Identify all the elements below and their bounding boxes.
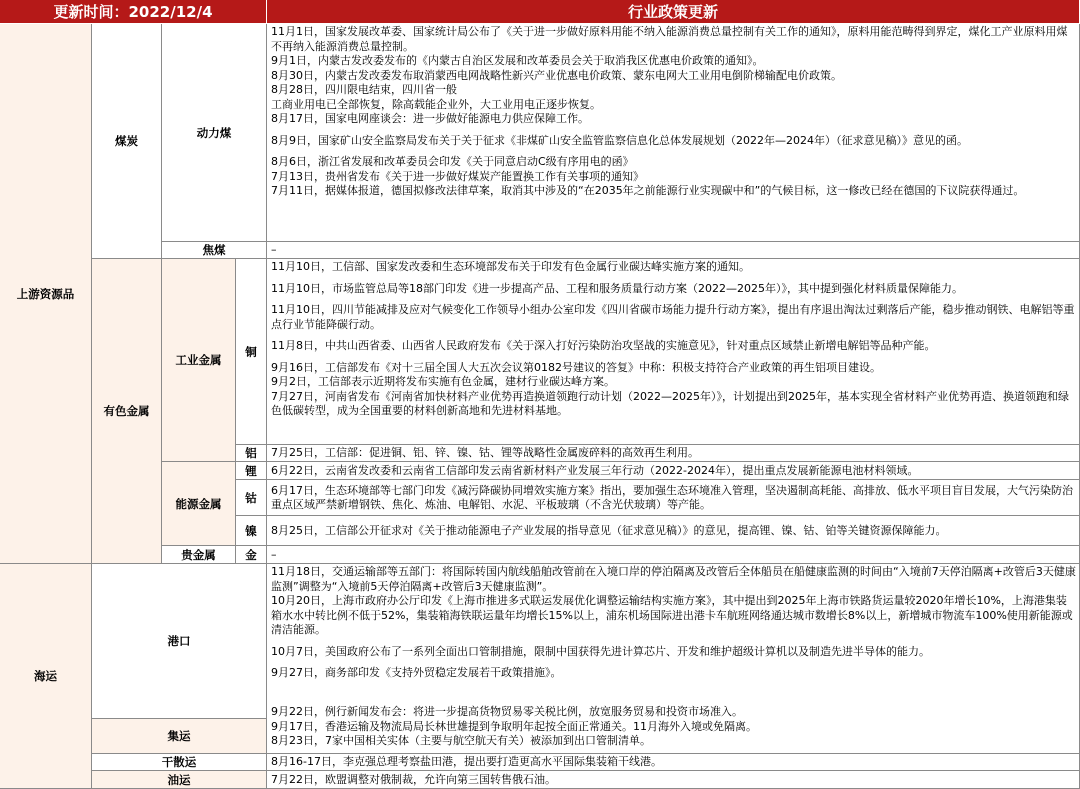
metal-lithium: 锂 [236,462,267,480]
policy-item: 11月8日，中共山西省委、山西省人民政府发布《关于深入打好污染防治攻坚战的实施意见》，针对重点区域禁止新增电解铝等品种产能。 [271,339,936,352]
policy-update-header: 行业政策更新 [267,0,1080,24]
subcategory-tanker: 油运 [92,771,267,789]
container-policies [267,704,1080,754]
copper-policies [267,259,1080,445]
subcategory-industrial-metals: 工业金属 [162,259,236,462]
dry-bulk-policies [267,754,1080,771]
metal-nickel: 镍 [236,516,267,546]
policy-item: 8月9日，国家矿山安全监察局发布关于关于征求《非煤矿山安全监管监察信息化总体发展规划（2022年—2024年）（征求意见稿）》意见的函。 [271,133,968,147]
subcategory-container: 集运 [92,719,267,754]
category-coal: 煤炭 [92,24,162,259]
metal-copper: 铜 [236,259,267,445]
policy-item: 6月17日，生态环境部等七部门印发《减污降碳协同增效实施方案》指出，要加强生态环境准入管理，坚决遏制高耗能、高排放、低水平项目盲目发展，大气污染防治重点区域严禁新增钢铁、焦化、炼油、电解铝、水泥、平板玻璃（不含光伏玻璃）等产能。 [271,483,1073,511]
policy-item: – [271,243,277,257]
metal-aluminum: 铝 [236,445,267,462]
coking-coal-policies [267,242,1080,259]
policy-item: 11月1日，国家发展改革委、国家统计局公布了《关于进一步做好原料用能不纳入能源消费总量控制有关工作的通知》，原料用能范畴得到界定，煤化工产业原料用煤不再纳入能源消费总量控制。 [271,25,1068,53]
category-shipping: 海运 [0,564,92,789]
policy-item: 8月17日，国家电网座谈会：进一步做好能源电力供应保障工作。 [271,112,589,125]
policy-item: 8月16-17日，李克强总理考察盐田港，提出要打造更高水平国际集装箱干线港。 [271,755,662,769]
subcategory-coking-coal: 焦煤 [162,242,267,259]
subcategory-steam-coal: 动力煤 [162,24,267,242]
policy-item: 8月6日，浙江省发展和改革委员会印发《关于同意启动C级有序用电的函》 [271,155,634,168]
policy-item: – [271,547,277,561]
policy-item: 8月30日，内蒙古发改委发布取消蒙西电网战略性新兴产业优惠电价政策、蒙东电网大工业用电倒阶梯输配电价政策。 [271,68,842,82]
policy-item: 10月7日，美国政府公布了一系列全面出口管制措施，限制中国获得先进计算芯片、开发和维护超级计算机以及制造先进半导体的能力。 [271,644,930,658]
policy-item: 7月22日，欧盟调整对俄制裁，允许向第三国转售俄石油。 [271,772,556,786]
port-policies [267,564,1080,719]
policy-item: 9月1日，内蒙古发改委发布的《内蒙古自治区发展和改革委员会关于取消我区优惠电价政策的通知》。 [271,54,764,67]
lithium-policies [267,462,1080,480]
policy-item: 10月20日，上海市政府办公厅印发《上海市推进多式联运发展优化调整运输结构实施方案》，其中提出到2025年上海市铁路货运量较2020年增长10%，上海港集装箱水水中转比例不低于52%，集装箱海铁联运量年均增长15%以上，浦东机场国际进出港卡车航班网络通达城市数增长8%以上，新增城市物流车100%使用新能源或清洁能源。 [271,594,1073,636]
policy-item: 11月10日，工信部、国家发改委和生态环境部发布关于印发有色金属行业碳达峰实施方案的通知。 [271,260,750,273]
subcategory-precious-metals: 贵金属 [162,546,236,564]
policy-item: 6月22日，云南省发改委和云南省工信部印发云南省新材料产业发展三年行动（2022-2024年），提出重点发展新能源电池材料领域。 [271,463,919,477]
policy-item: 9月2日，工信部表示近期将发布实施有色金属，建材行业碳达峰方案。 [271,375,615,388]
policy-item: 11月10日，市场监管总局等18部门印发《进一步提高产品、工程和服务质量行动方案（2022—2025年）》，其中提到强化材料质量保障能力。 [271,281,963,295]
policy-item: 工商业用电已全部恢复，除高载能企业外，大工业用电正逐步恢复。 [271,97,601,111]
policy-item: 7月27日，河南省发布《河南省加快材料产业优势再造换道领跑行动计划（2022—2025年）》，计划提出到2025年，基本实现全省材料产业优势再造、换道领跑和绿色低碳转型，成为全国重要的材料创新高地和先进材料基地。 [271,389,1069,417]
policy-item: 9月16日，工信部发布《对十三届全国人大五次会议第0182号建议的答复》中称：积极支持符合产业政策的再生铝项目建设。 [271,360,881,374]
gold-policies [267,546,1080,564]
aluminum-policies [267,445,1080,462]
policy-item: 7月13日，贵州省发布《关于进一步做好煤炭产能置换工作有关事项的通知》 [271,169,644,183]
policy-item: 8月23日，7家中国相关实体（主要与航空航天有关）被添加到出口管制清单。 [271,734,651,747]
cobalt-policies [267,480,1080,516]
category-nonferrous: 有色金属 [92,259,162,564]
policy-item: 9月27日，商务部印发《支持外贸稳定发展若干政策措施》。 [271,666,562,679]
subcategory-energy-metals: 能源金属 [162,462,236,546]
policy-item: 9月22日，例行新闻发布会：将进一步提高货物贸易零关税比例，放宽服务贸易和投资市场准入。 [271,705,743,718]
policy-item: 11月18日，交通运输部等五部门：将国际转国内航线船舶改管前在入境口岸的停泊隔离及改管后全体船员在船健康监测的时间由“入境前7天停泊隔离+改管后3天健康监测”调整为“入境前5天停泊隔离+改管后3天健康监测”。 [271,565,1076,593]
subcategory-dry-bulk: 干散运 [92,754,267,771]
update-time-header: 更新时间：2022/12/4 [0,0,267,24]
category-upstream: 上游资源品 [0,24,92,564]
steam-coal-policies [267,24,1080,242]
policy-item: 8月25日，工信部公开征求对《关于推动能源电子产业发展的指导意见（征求意见稿）》的意见，提高锂、镍、钴、铂等关键资源保障能力。 [271,523,947,537]
subcategory-port: 港口 [92,564,267,719]
metal-gold: 金 [236,546,267,564]
policy-item: 7月11日，据媒体报道，德国拟修改法律草案，取消其中涉及的“在2035年之前能源行业实现碳中和”的气候目标，这一修改已经在德国的下议院获得通过。 [271,184,1025,197]
nickel-policies [267,516,1080,546]
policy-item: 9月17日，香港运输及物流局局长林世雄提到争取明年起按全面正常通关。11月海外入境或免隔离。 [271,719,757,733]
metal-cobalt: 钴 [236,480,267,516]
policy-item: 11月10日，四川节能减排及应对气候变化工作领导小组办公室印发《四川省碳市场能力提升行动方案》，提出有序退出淘汰过剩落后产能，稳步推动钢铁、电解铝等重点行业节能降碳行动。 [271,303,1075,331]
tanker-policies [267,771,1080,789]
policy-item: 7月25日，工信部：促进铜、铝、锌、镍、钴、锂等战略性金属废碎料的高效再生利用。 [271,446,699,460]
policy-item: 8月28日，四川限电结束，四川省一般 [271,83,457,96]
